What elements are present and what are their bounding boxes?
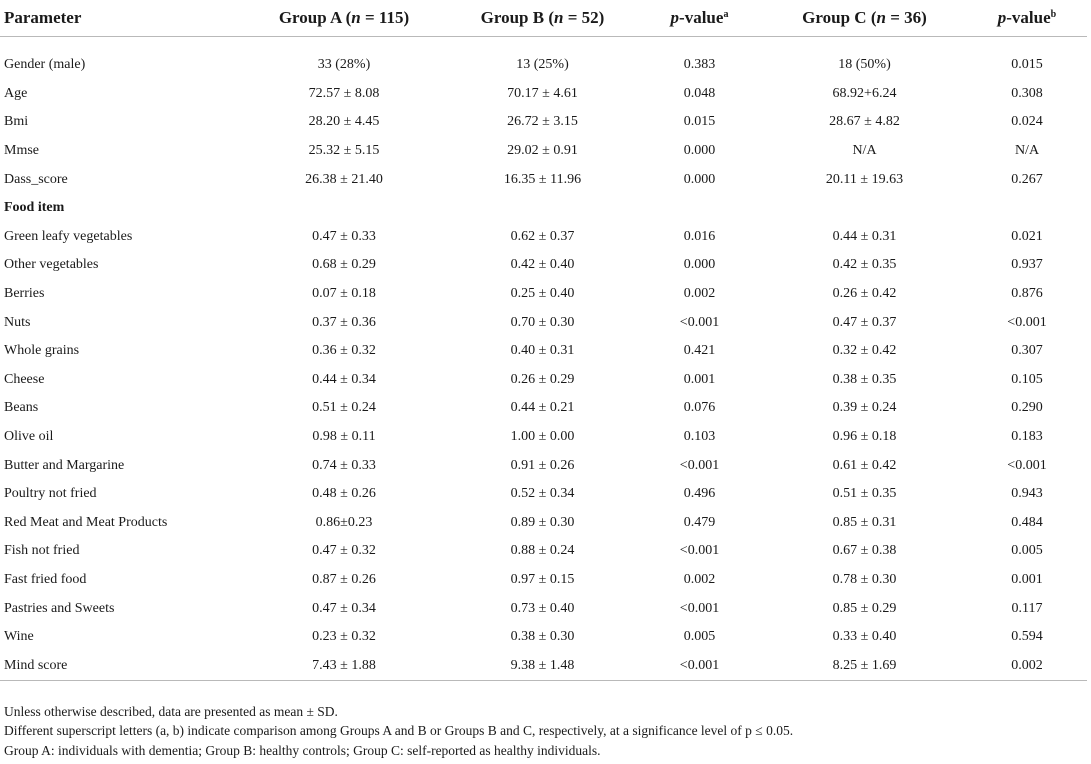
table-body [0,37,1087,681]
cell-group-c: 0.42 ± 0.35 [832,257,897,273]
cell-group-c: 0.85 ± 0.29 [832,600,897,616]
table-row [0,137,1087,166]
cell-group-c: 0.26 ± 0.42 [832,286,897,302]
cell-group-a: 0.74 ± 0.33 [312,457,376,473]
table-row [0,480,1087,509]
header-group-c: Group C (n = 36) [762,0,967,37]
cell-group-a: 26.38 ± 21.40 [305,171,383,187]
cell-group-c: 0.96 ± 0.18 [832,429,897,445]
cell-parameter: Whole grains [4,343,80,359]
cell-p-value-a: 0.000 [683,171,716,187]
cell-group-b: 0.91 ± 0.26 [510,457,575,473]
table-row [0,366,1087,395]
cell-p-value-b: N/A [1014,143,1040,159]
cell-group-a: 0.87 ± 0.26 [312,571,376,587]
cell-group-c: 0.32 ± 0.42 [832,343,897,359]
table-row [0,251,1087,280]
cell-p-value-a: 0.496 [683,486,716,502]
table-row [0,280,1087,309]
cell-parameter: Butter and Margarine [4,457,125,473]
cell-group-b: 0.40 ± 0.31 [510,343,575,359]
cell-group-b: 0.62 ± 0.37 [510,228,575,244]
cell-p-value-a: 0.103 [683,429,716,445]
cell-p-value-a: 0.001 [683,371,716,387]
cell-parameter: Dass_score [4,171,68,187]
cell-group-a: 0.47 ± 0.34 [312,600,376,616]
cell-parameter: Beans [4,400,39,416]
header-p-value-b: p-value$^b$ [967,0,1087,37]
cell-parameter: Wine [4,629,34,645]
cell-group-b: 0.38 ± 0.30 [510,629,575,645]
cell-group-b: 29.02 ± 0.91 [507,143,578,159]
cell-p-value-a: 0.479 [683,514,716,530]
cell-group-a: 0.07 ± 0.18 [312,286,376,302]
cell-group-a: 0.44 ± 0.34 [312,371,376,387]
cell-group-c: 0.44 ± 0.31 [832,228,897,244]
cell-group-c: 0.61 ± 0.42 [832,457,897,473]
table-row [0,308,1087,337]
cell-group-c: 18 (50%) [838,57,891,73]
cell-p-value-a: 0.076 [683,400,716,416]
table-row [0,594,1087,623]
cell-p-value-b: 0.307 [1011,343,1043,359]
cell-p-value-a: <0.001 [679,600,720,616]
cell-parameter: Mmse [4,143,39,159]
cell-group-b: 0.25 ± 0.40 [510,286,575,302]
cell-p-value-a: 0.002 [683,571,716,587]
cell-group-a: 33 (28%) [317,57,371,73]
cell-p-value-a: 0.002 [683,286,716,302]
cell-parameter: Gender (male) [4,57,86,73]
cell-group-a: 0.36 ± 0.32 [312,343,376,359]
cell-group-a: 0.51 ± 0.24 [312,400,376,416]
cell-group-b: 70.17 ± 4.61 [507,85,578,101]
cell-p-value-a: 0.383 [683,57,716,73]
cell-group-c: 28.67 ± 4.82 [829,114,900,130]
cell-parameter: Other vegetables [4,257,99,273]
cell-group-a: 0.37 ± 0.36 [312,314,376,330]
table-row [0,651,1087,680]
cell-p-value-a: <0.001 [637,651,762,680]
cell-group-b: 0.88 ± 0.24 [510,543,575,559]
cell-p-value-a: <0.001 [679,543,720,559]
table-row [0,223,1087,252]
cell-p-value-b: 0.290 [1011,400,1043,416]
footnote-1: Unless otherwise described, data are presented as mean ± SD. [4,704,338,719]
cell-parameter: Fast fried food [4,571,87,587]
header-parameter: Parameter [0,0,240,37]
header-group-b: Group B (n = 52) [448,0,637,37]
cell-parameter: Fish not fried [4,543,80,559]
cell-group-b: 0.97 ± 0.15 [510,571,575,587]
cell-parameter: Green leafy vegetables [4,228,133,244]
cell-group-a: 7.43 ± 1.88 [240,651,448,680]
cell-p-value-b: 0.024 [1011,114,1043,130]
cell-group-b: 0.42 ± 0.40 [510,257,575,273]
cell-p-value-b: 0.001 [1011,571,1043,587]
footnote-3: Group A: individuals with dementia; Group B: healthy controls; Group C: self-reported as healthy individuals. [4,742,601,758]
cell-group-c [762,194,967,223]
cell-parameter: Age [4,85,28,101]
cell-group-c: 0.38 ± 0.35 [832,371,897,387]
cell-parameter: Mind score [0,651,240,680]
cell-group-b: 0.70 ± 0.30 [510,314,575,330]
cell-p-value-a: 0.421 [683,343,716,359]
cell-p-value-a: 0.015 [683,114,716,130]
cell-group-b: 9.38 ± 1.48 [448,651,637,680]
cell-p-value-b: 0.943 [1011,486,1043,502]
cell-p-value-a: <0.001 [679,457,720,473]
cell-group-b: 0.52 ± 0.34 [510,486,575,502]
cell-group-a: 72.57 ± 8.08 [308,85,380,101]
cell-p-value-a [637,194,762,223]
cell-group-c: N/A [852,143,877,159]
cell-parameter: Cheese [4,371,45,387]
table-row [0,423,1087,452]
table-row [0,80,1087,109]
cell-p-value-b: 0.021 [1011,228,1043,244]
cell-p-value-b: 0.876 [1011,286,1043,302]
cell-group-a: 0.68 ± 0.29 [312,257,376,273]
cell-group-a: 28.20 ± 4.45 [308,114,380,130]
table-row [0,451,1087,480]
cell-parameter: Berries [4,286,45,302]
table-row [0,165,1087,194]
cell-p-value-a: 0.000 [683,143,716,159]
table-row [0,566,1087,595]
cell-p-value-b: 0.002 [967,651,1087,680]
cell-group-b: 13 (25%) [516,57,569,73]
table-row [0,51,1087,80]
cell-group-c: 8.25 ± 1.69 [762,651,967,680]
cell-group-a: 0.47 ± 0.33 [312,228,376,244]
table-row [0,623,1087,652]
footnote-2: Different superscript letters (a, b) indicate comparison among Groups A and B or Groups B and C, respectively, at a significance level of p ≤ 0.05. [4,723,794,739]
cell-p-value-a: 0.005 [683,629,716,645]
cell-p-value-b: <0.001 [1007,314,1047,330]
cell-p-value-b: 0.015 [1011,57,1043,73]
cell-p-value-b: 0.117 [1011,600,1043,616]
section-row-food-item [0,194,1087,223]
cell-parameter: Poultry not fried [4,486,97,502]
cell-p-value-b: 0.937 [1011,257,1043,273]
cell-group-b: 0.44 ± 0.21 [510,400,575,416]
cell-p-value-b: <0.001 [1007,457,1047,473]
cell-group-b: 0.73 ± 0.40 [510,600,575,616]
cell-p-value-a: 0.048 [683,85,716,101]
cell-p-value-a: 0.000 [683,257,716,273]
cell-group-a: 0.98 ± 0.11 [312,429,376,445]
cell-group-c: 0.33 ± 0.40 [832,629,897,645]
table-row [0,108,1087,137]
cell-group-c: 0.67 ± 0.38 [832,543,897,559]
table-row [0,394,1087,423]
cell-group-c: 0.78 ± 0.30 [832,571,897,587]
cell-group-c: 68.92+6.24 [832,85,897,101]
cell-p-value-b: 0.183 [1011,429,1043,445]
cell-group-b: 0.89 ± 0.30 [510,514,575,530]
cell-p-value-b: 0.484 [1011,514,1043,530]
cell-group-a: 0.48 ± 0.26 [312,486,376,502]
cell-parameter: Bmi [4,114,29,130]
header-row [0,0,1087,37]
cell-p-value-b: 0.267 [1011,171,1043,187]
cell-parameter: Pastries and Sweets [4,600,115,616]
table-footnotes [4,702,793,760]
cell-parameter: Olive oil [4,429,54,445]
cell-p-value-b: 0.005 [1011,543,1043,559]
cell-group-c: 0.47 ± 0.37 [832,314,897,330]
cell-group-c: 0.51 ± 0.35 [832,486,897,502]
cell-p-value-a: <0.001 [679,314,720,330]
cell-parameter: Nuts [4,314,31,330]
cell-group-c: 20.11 ± 19.63 [825,171,904,187]
header-group-a: Group A (n = 115) [240,0,448,37]
cell-group-a [240,194,448,223]
cell-p-value-a: 0.016 [683,228,716,244]
cell-parameter: Red Meat and Meat Products [4,514,168,530]
header-p-value-a: p-value$^a$ [637,0,762,37]
cell-group-b: 1.00 ± 0.00 [510,429,575,445]
table-row [0,337,1087,366]
cell-p-value-b: 0.308 [1011,85,1043,101]
cell-p-value-b: 0.105 [1011,371,1043,387]
cell-group-b: 26.72 ± 3.15 [507,114,578,130]
cell-p-value-b: 0.594 [1011,629,1043,645]
cell-group-b [448,194,637,223]
cell-p-value-b [967,194,1087,223]
cell-parameter: Food item [4,200,65,216]
cell-group-c: 0.85 ± 0.31 [832,514,897,530]
table-row [0,537,1087,566]
cell-group-a: 25.32 ± 5.15 [308,143,380,159]
cell-group-a: 0.47 ± 0.32 [312,543,376,559]
cell-group-b: 0.26 ± 0.29 [510,371,575,387]
cell-group-b: 16.35 ± 11.96 [503,171,582,187]
spacer-row [0,37,1087,52]
cell-group-c: 0.39 ± 0.24 [832,400,897,416]
cell-group-a: 0.86±0.23 [315,514,373,530]
cell-group-a: 0.23 ± 0.32 [312,629,376,645]
table-row [0,509,1087,538]
